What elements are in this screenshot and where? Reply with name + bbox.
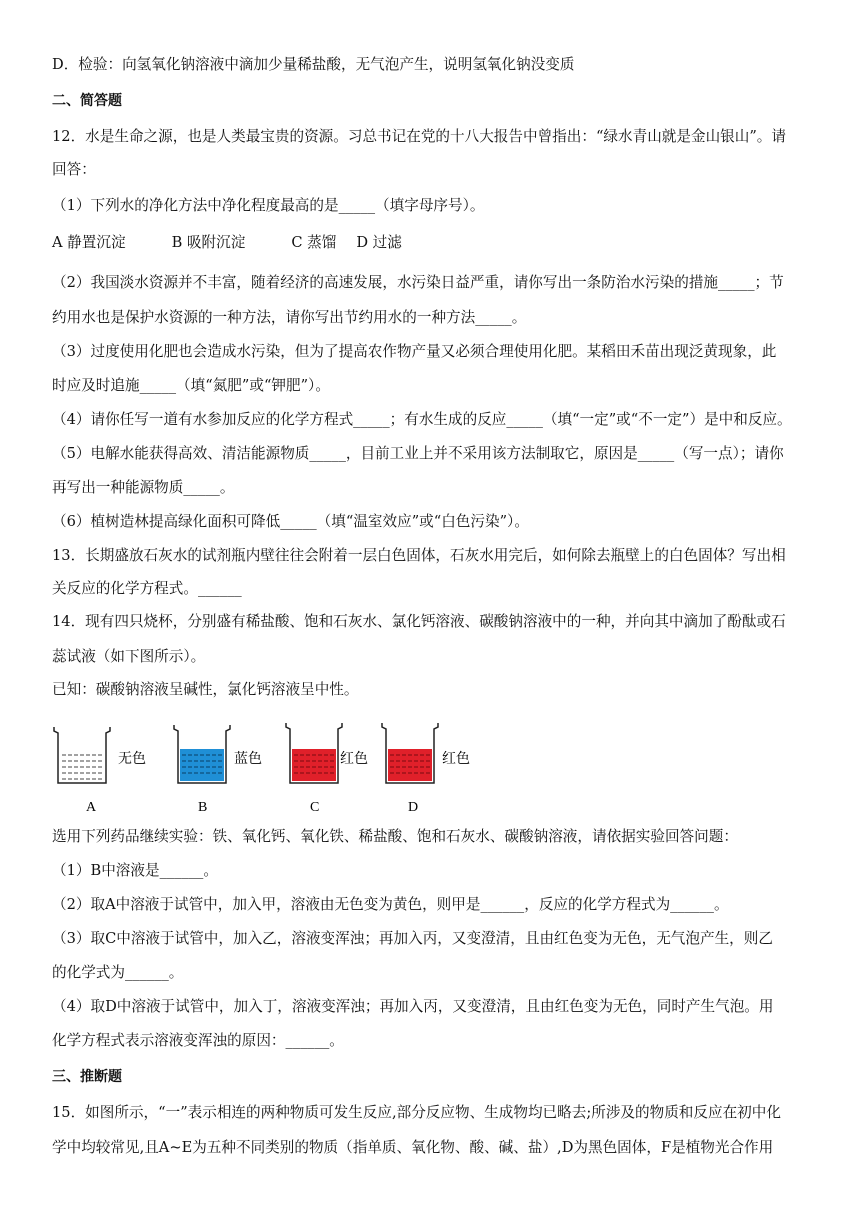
section-heading-inference: 三、推断题	[52, 1069, 122, 1085]
option-d-text: D．检验：向氢氧化钠溶液中滴加少量稀盐酸，无气泡产生，说明氢氧化钠没变质	[52, 56, 575, 73]
beakers-figure	[52, 719, 512, 829]
question-13-text-cont: 关反应的化学方程式。______	[52, 580, 242, 597]
beaker-c-liquid	[292, 749, 336, 781]
question-14-text-cont: 蕊试液（如下图所示）。	[52, 648, 206, 665]
question-14-known: 已知：碳酸钠溶液呈碱性，氯化钙溶液呈中性。	[52, 681, 359, 698]
beaker-b-liquid	[180, 749, 224, 781]
beaker-b	[174, 725, 262, 815]
q14-part2: （2）取A中溶液于试管中，加入甲，溶液由无色变为黄色，则甲是______，反应的化学方程式为______。	[52, 896, 729, 913]
q12-part5-cont: 再写出一种能源物质_____。	[52, 479, 235, 496]
beaker-d-color-label: 红色	[442, 751, 470, 767]
q12-part4: （4）请你任写一道有水参加反应的化学方程式_____；有水生成的反应_____（填“一定”或“不一定”）是中和反应。	[52, 411, 792, 428]
beaker-a-letter: A	[86, 800, 97, 815]
q12-option-d: D 过滤	[356, 234, 402, 251]
q14-part4: （4）取D中溶液于试管中，加入丁，溶液变浑浊；再加入丙，又变澄清，且由红色变为无色，同时产生气泡。用	[52, 998, 774, 1015]
beaker-d	[382, 723, 470, 815]
q14-part3-cont: 的化学式为______。	[52, 964, 184, 981]
question-13-text: 13．长期盛放石灰水的试剂瓶内壁往往会附着一层白色固体，石灰水用完后，如何除去瓶壁上的白色固体？写出相	[52, 547, 786, 564]
q12-option-a: A 静置沉淀	[52, 234, 126, 251]
beaker-d-letter: D	[408, 800, 419, 815]
q12-part3-cont: 时应及时追施_____（填“氮肥”或“钾肥”）。	[52, 377, 330, 394]
q12-part5: （5）电解水能获得高效、清洁能源物质_____，目前工业上并不采用该方法制取它，原因是_____（写一点）；请你	[52, 445, 784, 462]
beaker-b-color-label: 蓝色	[234, 751, 262, 767]
q12-option-b: B 吸附沉淀	[171, 234, 246, 251]
question-14-reagents: 选用下列药品继续实验：铁、氧化钙、氧化铁、稀盐酸、饱和石灰水、碳酸钠溶液，请依据实验回答问题：	[52, 828, 738, 845]
question-14-text: 14．现有四只烧杯，分别盛有稀盐酸、饱和石灰水、氯化钙溶液、碳酸钠溶液中的一种，并向其中滴加了酚酞或石	[52, 613, 786, 630]
beaker-b-letter: B	[198, 800, 208, 815]
beaker-c-color-label: 红色	[340, 751, 368, 767]
beaker-c	[286, 723, 368, 815]
q12-part2-cont: 约用水也是保护水资源的一种方法，请你写出节约用水的一种方法_____。	[52, 309, 527, 326]
section-heading-short-answer: 二、简答题	[52, 93, 122, 109]
beaker-c-letter: C	[310, 800, 320, 815]
q12-part6: （6）植树造林提高绿化面积可降低_____（填“温室效应”或“白色污染”）。	[52, 513, 529, 530]
question-15-text: 15．如图所示，“一”表示相连的两种物质可发生反应,部分反应物、生成物均已略去;所涉及的物质和反应在初中化	[52, 1104, 781, 1121]
beaker-a	[54, 727, 146, 815]
q14-part4-cont: 化学方程式表示溶液变浑浊的原因：______。	[52, 1032, 344, 1049]
beaker-a-color-label: 无色	[118, 751, 146, 767]
q14-part3: （3）取C中溶液于试管中，加入乙，溶液变浑浊；再加入丙，又变澄清，且由红色变为无色，无气泡产生，则乙	[52, 930, 773, 947]
q12-part3: （3）过度使用化肥也会造成水污染，但为了提高农作物产量又必须合理使用化肥。某稻田禾苗出现泛黄现象，此	[52, 343, 777, 360]
beaker-d-liquid	[388, 749, 432, 781]
question-12-text-cont: 回答：	[52, 161, 96, 178]
question-15-text-cont: 学中均较常见,且A~E为五种不同类别的物质（指单质、氧化物、酸、碱、盐）,D为黑色固体，F是植物光合作用	[52, 1139, 774, 1156]
q12-part2: （2）我国淡水资源并不丰富，随着经济的高速发展，水污染日益严重，请你写出一条防治水污染的措施_____；节	[52, 274, 784, 291]
q12-option-c: C 蒸馏	[291, 234, 337, 251]
q12-part1: （1）下列水的净化方法中净化程度最高的是_____（填字母序号）。	[52, 197, 485, 214]
q12-options	[52, 233, 448, 253]
q14-part1: （1）B中溶液是______。	[52, 862, 218, 879]
question-12-text: 12．水是生命之源，也是人类最宝贵的资源。习总书记在党的十八大报告中曾指出：“绿水青山就是金山银山”。请	[52, 128, 786, 145]
